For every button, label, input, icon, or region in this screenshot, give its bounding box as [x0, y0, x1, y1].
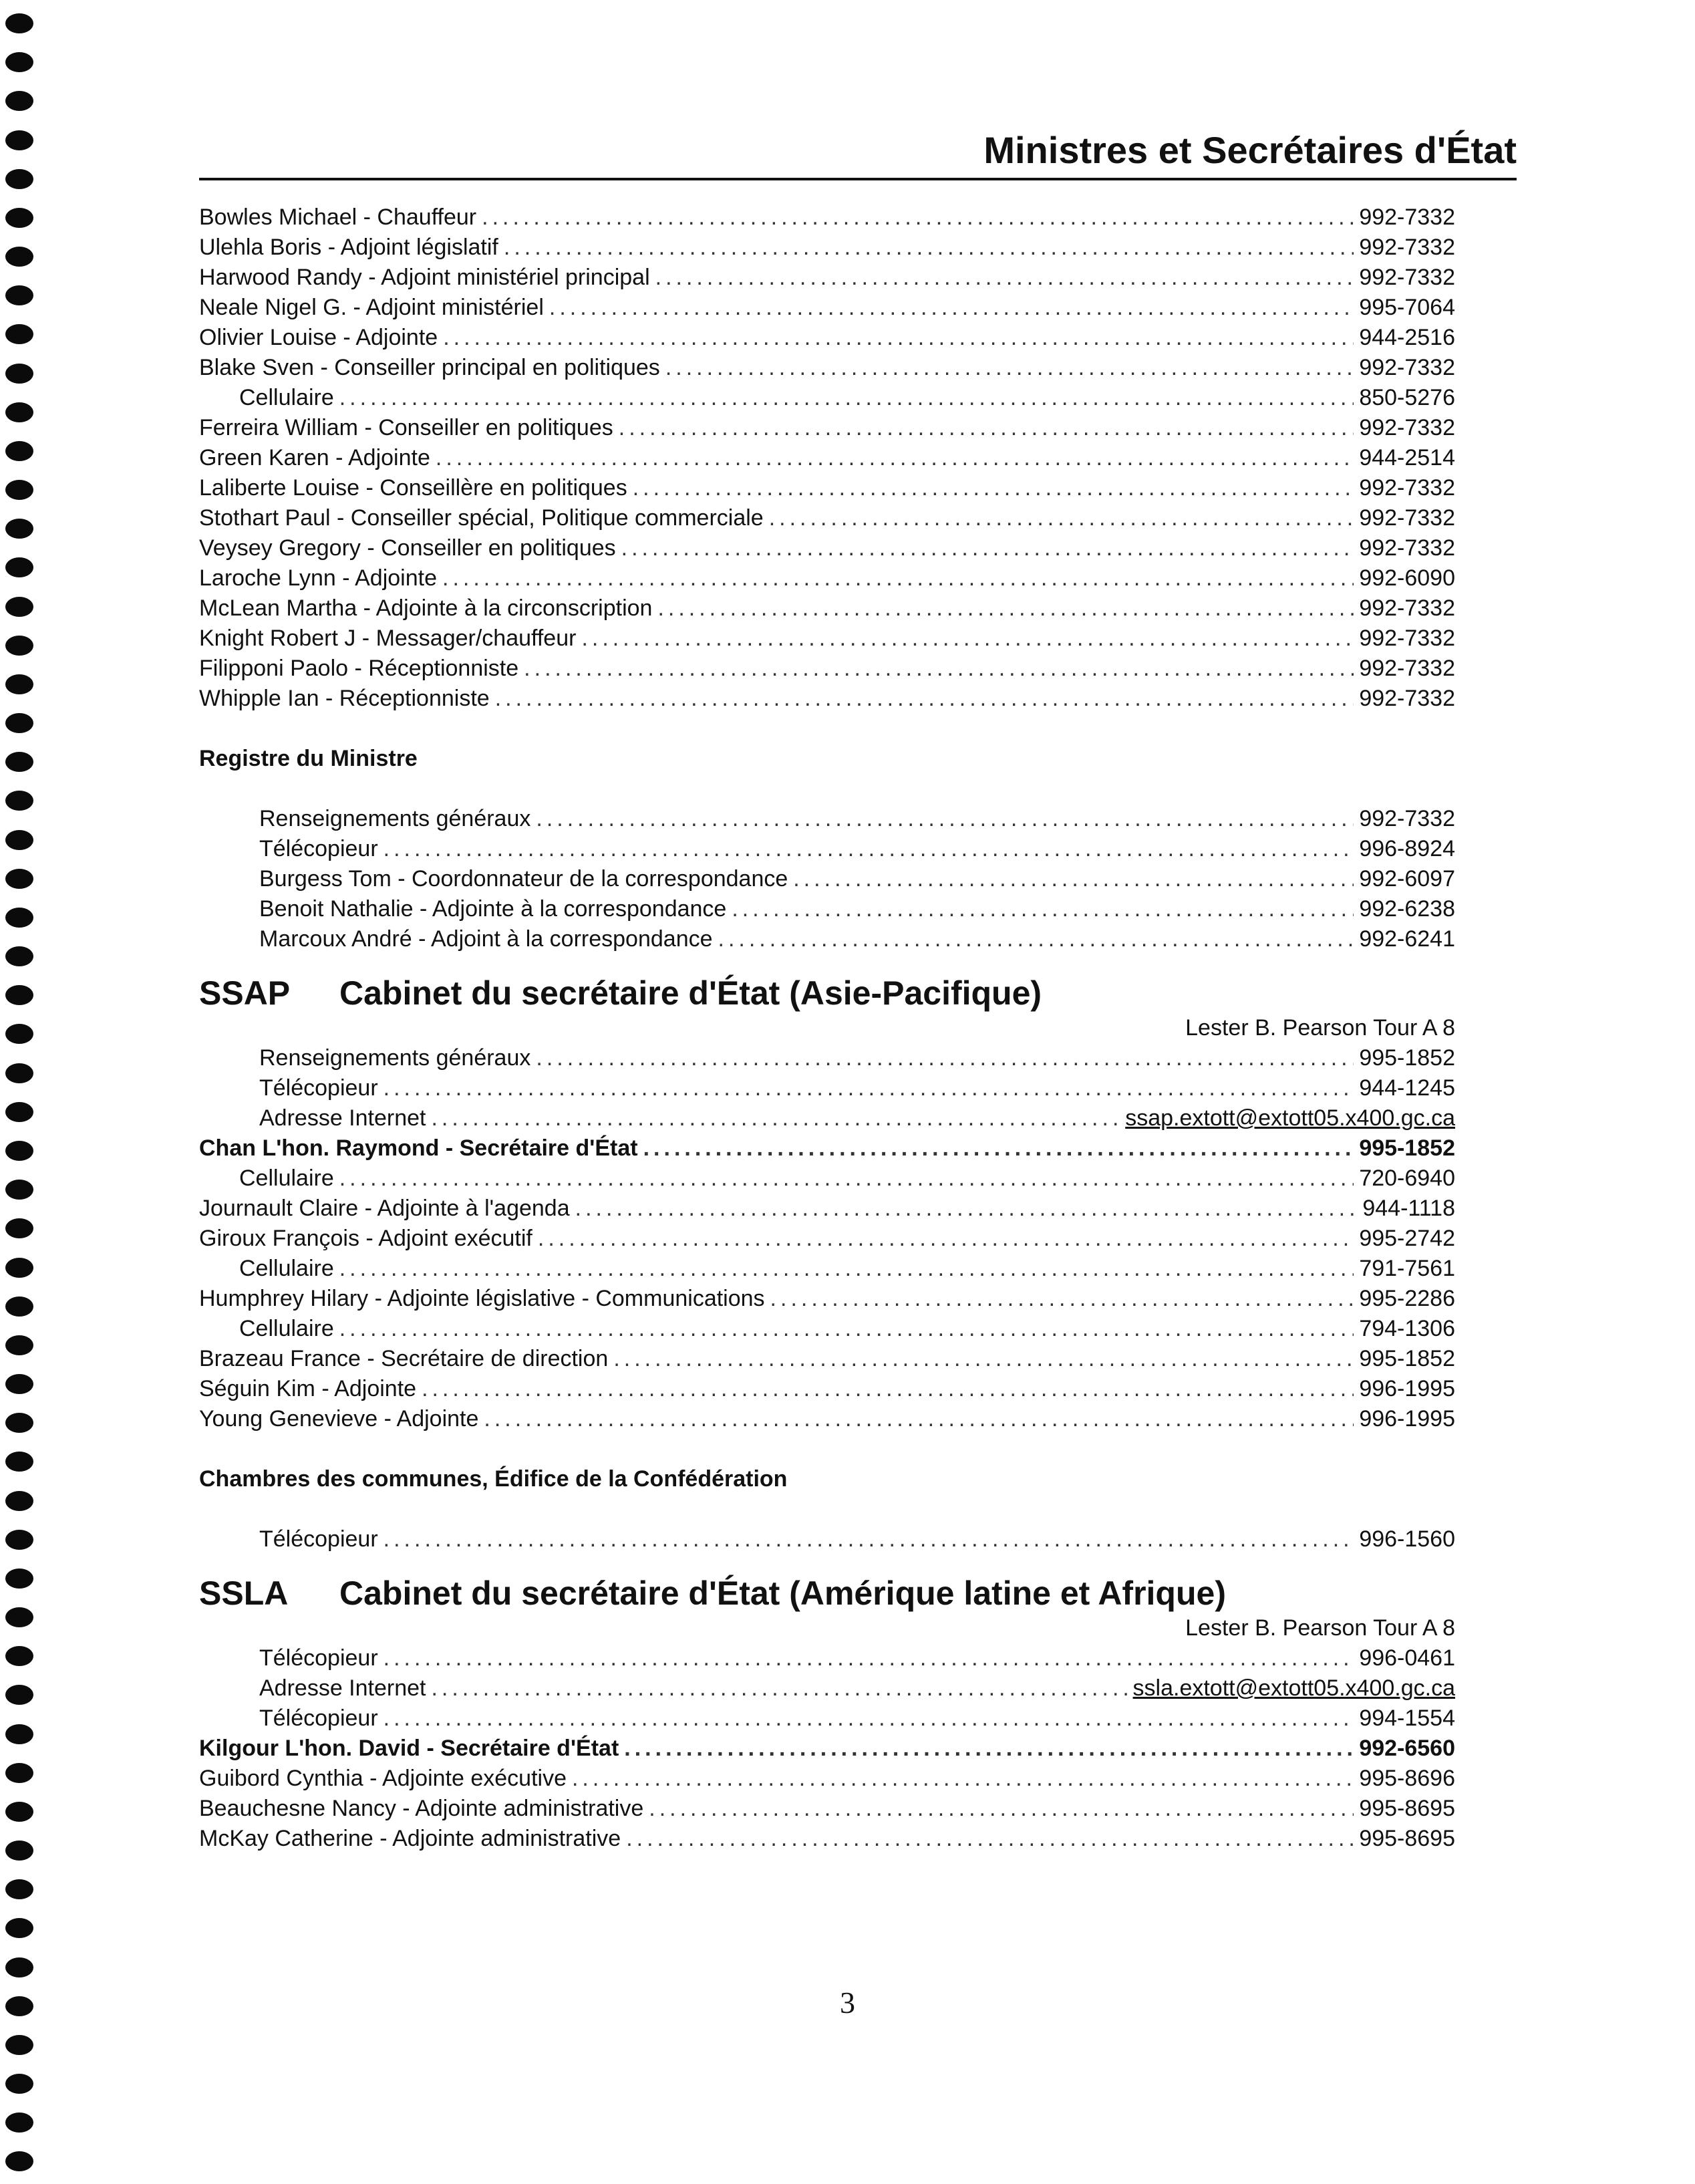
binding-hole: [5, 169, 33, 189]
dot-leader: [383, 1703, 1354, 1734]
binding-hole: [5, 324, 33, 344]
directory-entry: [199, 353, 1455, 383]
entry-phone: 995-8695: [1359, 1796, 1455, 1821]
entry-name: Veysey Gregory - Conseiller en politiques: [199, 535, 616, 561]
binding-hole: [5, 1258, 33, 1278]
entry-name: Adresse Internet: [259, 1105, 426, 1131]
entry-name: Cellulaire: [239, 1256, 334, 1281]
directory-entry: [199, 1374, 1455, 1404]
directory-entry: [199, 624, 1455, 654]
binding-hole: [5, 1102, 33, 1122]
ssap-section-title: [199, 973, 1455, 1013]
email-link[interactable]: ssla.extott@extott05.x400.gc.ca: [1132, 1675, 1455, 1701]
binding-hole: [5, 480, 33, 500]
directory-entry: [199, 1103, 1455, 1133]
directory-entry: [199, 654, 1455, 684]
ssla-section-title: [199, 1573, 1455, 1613]
dot-leader: [549, 293, 1354, 323]
binding-hole: [5, 1840, 33, 1861]
entry-name: Télécopieur: [259, 1526, 378, 1552]
directory-entry: [199, 1764, 1455, 1794]
dot-leader: [619, 413, 1354, 443]
chambres-heading: Chambres des communes, Édifice de la Confédération: [199, 1466, 788, 1492]
binding-hole: [5, 441, 33, 461]
entry-name: Laroche Lynn - Adjointe: [199, 565, 437, 591]
directory-entry: [199, 1524, 1455, 1554]
entry-phone: 720-6940: [1359, 1166, 1455, 1191]
binding-hole: [5, 1452, 33, 1472]
directory-entry: [199, 323, 1455, 353]
binding-hole: [5, 1957, 33, 1977]
binding-hole: [5, 1724, 33, 1744]
directory-entry: [199, 1703, 1455, 1734]
dot-leader: [575, 1194, 1358, 1224]
dot-leader: [657, 593, 1354, 624]
directory-entry: [199, 864, 1455, 894]
entry-phone: 992-6238: [1359, 896, 1455, 922]
binding-hole: [5, 1296, 33, 1317]
entry-phone: 992-7332: [1359, 656, 1455, 681]
directory-entry: [199, 1133, 1455, 1164]
binding-hole: [5, 402, 33, 422]
entry-name: Séguin Kim - Adjointe: [199, 1376, 417, 1401]
dot-leader: [718, 924, 1354, 954]
binding-hole: [5, 2074, 33, 2094]
binding-hole: [5, 830, 33, 850]
binding-hole: [5, 791, 33, 811]
entry-phone: 992-7332: [1359, 686, 1455, 711]
dot-leader: [495, 684, 1354, 714]
dot-leader: [383, 1073, 1354, 1103]
directory-entry: [199, 473, 1455, 503]
binding-hole: [5, 1180, 33, 1200]
directory-entry: [199, 1734, 1455, 1764]
entry-name: Guibord Cynthia - Adjointe exécutive: [199, 1766, 567, 1791]
entry-phone: 996-1995: [1359, 1376, 1455, 1401]
binding-hole: [5, 285, 33, 305]
binding-hole: [5, 752, 33, 772]
binding-hole: [5, 52, 33, 72]
directory-entry: [199, 1794, 1455, 1824]
ssap-title: Cabinet du secrétaire d'État (Asie-Pacifique): [339, 974, 1042, 1012]
binding-hole: [5, 557, 33, 577]
binding-hole: [5, 1763, 33, 1783]
dot-leader: [770, 1284, 1354, 1314]
dot-leader: [793, 864, 1354, 894]
entry-phone: 992-7332: [1359, 535, 1455, 561]
directory-entry: [199, 1164, 1455, 1194]
entry-name: Journault Claire - Adjointe à l'agenda: [199, 1196, 570, 1221]
entry-name: Burgess Tom - Coordonnateur de la correspondance: [259, 866, 788, 892]
binding-hole: [5, 713, 33, 733]
binding-hole: [5, 1646, 33, 1666]
entry-phone: 944-1118: [1362, 1196, 1455, 1221]
entry-phone: 992-7332: [1359, 355, 1455, 380]
directory-entry: [199, 293, 1455, 323]
entry-phone: 996-8924: [1359, 836, 1455, 861]
directory-entry: [199, 1404, 1455, 1434]
entry-name: Knight Robert J - Messager/chauffeur: [199, 626, 577, 651]
binding-hole: [5, 985, 33, 1005]
entry-name: Bowles Michael - Chauffeur: [199, 204, 477, 230]
dot-leader: [769, 503, 1354, 533]
dot-leader: [436, 443, 1354, 473]
entry-name: Filipponi Paolo - Réceptionniste: [199, 656, 519, 681]
entry-phone: 994-1554: [1359, 1705, 1455, 1731]
entry-name: Humphrey Hilary - Adjointe législative - Communications: [199, 1286, 765, 1311]
registre-list: [199, 804, 1455, 954]
dot-leader: [482, 202, 1354, 233]
directory-entry: [199, 1344, 1455, 1374]
directory-entry: [199, 834, 1455, 864]
entry-phone: 992-7332: [1359, 505, 1455, 531]
email-link[interactable]: ssap.extott@extott05.x400.gc.ca: [1125, 1105, 1455, 1131]
directory-content: [199, 202, 1455, 1854]
binding-hole: [5, 1063, 33, 1083]
directory-entry: [199, 443, 1455, 473]
entry-phone: 992-7332: [1359, 265, 1455, 290]
chambres-list: [199, 1524, 1455, 1554]
dot-leader: [339, 1314, 1354, 1344]
dot-leader: [581, 624, 1354, 654]
staff-list: [199, 202, 1455, 714]
entry-phone: 995-1852: [1359, 1346, 1455, 1371]
directory-entry: [199, 684, 1455, 714]
dot-leader: [624, 1734, 1354, 1764]
binding-hole: [5, 130, 33, 150]
dot-leader: [655, 263, 1354, 293]
ssla-title: Cabinet du secrétaire d'État (Amérique latine et Afrique): [339, 1575, 1226, 1612]
ssla-location: Lester B. Pearson Tour A 8: [1185, 1615, 1455, 1641]
entry-phone: 992-7332: [1359, 204, 1455, 230]
binding-hole: [5, 2112, 33, 2133]
directory-entry: [199, 533, 1455, 563]
dot-leader: [383, 1643, 1354, 1673]
entry-name: Whipple Ian - Réceptionniste: [199, 686, 490, 711]
binding-hole: [5, 1568, 33, 1589]
ssla-code: SSLA: [199, 1575, 289, 1612]
entry-phone: 992-7332: [1359, 415, 1455, 440]
entry-name: Chan L'hon. Raymond - Secrétaire d'État: [199, 1135, 638, 1161]
binding-hole: [5, 946, 33, 966]
entry-name: Cellulaire: [239, 1166, 334, 1191]
dot-leader: [732, 894, 1354, 924]
entry-name: Télécopieur: [259, 1645, 378, 1671]
dot-leader: [665, 353, 1354, 383]
page-title: Ministres et Secrétaires d'État: [983, 129, 1517, 171]
dot-leader: [484, 1404, 1354, 1434]
directory-entry: [199, 413, 1455, 443]
binding-hole: [5, 91, 33, 111]
page-number: 3: [840, 1986, 855, 2020]
dot-leader: [422, 1374, 1354, 1404]
entry-phone: 944-1245: [1359, 1075, 1455, 1101]
entry-name: Young Genevieve - Adjointe: [199, 1406, 479, 1431]
entry-name: Marcoux André - Adjoint à la correspondance: [259, 926, 713, 952]
dot-leader: [443, 323, 1354, 353]
entry-phone: 850-5276: [1359, 385, 1455, 410]
entry-phone: 995-2742: [1359, 1226, 1455, 1251]
entry-phone: 944-2516: [1359, 325, 1455, 350]
page-header: [199, 127, 1517, 180]
entry-phone: 995-1852: [1359, 1045, 1455, 1071]
binding-hole: [5, 1685, 33, 1705]
directory-entry: [199, 804, 1455, 834]
dot-leader: [339, 1164, 1354, 1194]
entry-name: Benoit Nathalie - Adjointe à la correspondance: [259, 896, 727, 922]
entry-name: Renseignements généraux: [259, 806, 531, 831]
entry-name: McLean Martha - Adjointe à la circonscription: [199, 595, 653, 621]
entry-phone: 992-7332: [1359, 475, 1455, 501]
ssla-list: [199, 1643, 1455, 1854]
binding-hole: [5, 674, 33, 694]
registre-heading: Registre du Ministre: [199, 746, 418, 771]
entry-name: Green Karen - Adjointe: [199, 445, 430, 470]
entry-name: Beauchesne Nancy - Adjointe administrative: [199, 1796, 644, 1821]
binding-hole: [5, 247, 33, 267]
dot-leader: [431, 1103, 1120, 1133]
entry-phone: 995-1852: [1359, 1135, 1455, 1161]
directory-entry: [199, 1643, 1455, 1673]
ssap-list: [199, 1043, 1455, 1434]
directory-entry: [199, 563, 1455, 593]
entry-name: Kilgour L'hon. David - Secrétaire d'État: [199, 1736, 619, 1761]
entry-name: Giroux François - Adjoint exécutif: [199, 1226, 532, 1251]
dot-leader: [649, 1794, 1354, 1824]
entry-phone: 995-2286: [1359, 1286, 1455, 1311]
binding-hole: [5, 1879, 33, 1899]
binding-hole: [5, 13, 33, 33]
dot-leader: [442, 563, 1354, 593]
entry-name: Télécopieur: [259, 836, 378, 861]
entry-name: Laliberte Louise - Conseillère en politiques: [199, 475, 627, 501]
directory-entry: [199, 1673, 1455, 1703]
entry-phone: 996-0461: [1359, 1645, 1455, 1671]
entry-name: Télécopieur: [259, 1705, 378, 1731]
directory-entry: [199, 1284, 1455, 1314]
binding-hole: [5, 1024, 33, 1044]
entry-phone: 992-7332: [1359, 626, 1455, 651]
binding-hole: [5, 1491, 33, 1511]
entry-name: Brazeau France - Secrétaire de direction: [199, 1346, 609, 1371]
binding-hole: [5, 1335, 33, 1355]
binding-hole: [5, 1530, 33, 1550]
entry-name: Harwood Randy - Adjoint ministériel principal: [199, 265, 650, 290]
directory-entry: [199, 383, 1455, 413]
dot-leader: [383, 834, 1354, 864]
directory-entry: [199, 1073, 1455, 1103]
directory-entry: [199, 894, 1455, 924]
directory-entry: [199, 924, 1455, 954]
binding-hole: [5, 1374, 33, 1394]
binding-hole: [5, 2035, 33, 2055]
entry-name: Ulehla Boris - Adjoint législatif: [199, 235, 498, 260]
entry-phone: 992-7332: [1359, 595, 1455, 621]
entry-name: Olivier Louise - Adjointe: [199, 325, 438, 350]
binding-hole: [5, 597, 33, 617]
binding-hole: [5, 908, 33, 928]
entry-phone: 992-7332: [1359, 806, 1455, 831]
directory-entry: [199, 263, 1455, 293]
entry-phone: 944-2514: [1359, 445, 1455, 470]
directory-entry: [199, 1314, 1455, 1344]
dot-leader: [572, 1764, 1354, 1794]
binding-hole: [5, 1141, 33, 1161]
directory-entry: [199, 593, 1455, 624]
entry-phone: 996-1995: [1359, 1406, 1455, 1431]
entry-phone: 992-6241: [1359, 926, 1455, 952]
binding-hole: [5, 364, 33, 384]
binding-hole: [5, 208, 33, 228]
binding-hole: [5, 1413, 33, 1433]
entry-name: Cellulaire: [239, 1316, 334, 1341]
entry-phone: 791-7561: [1359, 1256, 1455, 1281]
entry-name: Stothart Paul - Conseiller spécial, Politique commerciale: [199, 505, 764, 531]
binding-hole: [5, 636, 33, 656]
entry-phone: 992-6097: [1359, 866, 1455, 892]
binding-hole: [5, 519, 33, 539]
entry-phone: 794-1306: [1359, 1316, 1455, 1341]
binding-hole: [5, 2151, 33, 2171]
entry-phone: 996-1560: [1359, 1526, 1455, 1552]
dot-leader: [431, 1673, 1127, 1703]
entry-name: Cellulaire: [239, 385, 334, 410]
dot-leader: [339, 1254, 1354, 1284]
dot-leader: [621, 533, 1354, 563]
dot-leader: [383, 1524, 1354, 1554]
directory-entry: [199, 233, 1455, 263]
entry-phone: 992-6560: [1359, 1736, 1455, 1761]
dot-leader: [643, 1133, 1354, 1164]
entry-name: McKay Catherine - Adjointe administrative: [199, 1826, 621, 1851]
directory-entry: [199, 1824, 1455, 1854]
binding-hole: [5, 869, 33, 889]
entry-phone: 995-8696: [1359, 1766, 1455, 1791]
entry-name: Blake Sven - Conseiller principal en politiques: [199, 355, 660, 380]
dot-leader: [536, 804, 1354, 834]
dot-leader: [339, 383, 1354, 413]
binding-hole: [5, 1802, 33, 1822]
entry-phone: 995-8695: [1359, 1826, 1455, 1851]
dot-leader: [524, 654, 1354, 684]
binding-holes: [5, 13, 35, 2172]
directory-entry: [199, 1254, 1455, 1284]
dot-leader: [538, 1224, 1354, 1254]
entry-name: Renseignements généraux: [259, 1045, 531, 1071]
directory-entry: [199, 1224, 1455, 1254]
dot-leader: [536, 1043, 1354, 1073]
directory-entry: [199, 1194, 1455, 1224]
dot-leader: [504, 233, 1354, 263]
entry-name: Ferreira William - Conseiller en politiques: [199, 415, 613, 440]
directory-entry: [199, 1043, 1455, 1073]
entry-phone: 992-6090: [1359, 565, 1455, 591]
entry-phone: 992-7332: [1359, 235, 1455, 260]
entry-phone: 995-7064: [1359, 295, 1455, 320]
binding-hole: [5, 1218, 33, 1238]
binding-hole: [5, 1607, 33, 1627]
entry-name: Télécopieur: [259, 1075, 378, 1101]
ssap-code: SSAP: [199, 974, 291, 1012]
ssap-location: Lester B. Pearson Tour A 8: [1185, 1015, 1455, 1041]
binding-hole: [5, 1918, 33, 1938]
directory-entry: [199, 503, 1455, 533]
dot-leader: [626, 1824, 1354, 1854]
dot-leader: [613, 1344, 1354, 1374]
dot-leader: [633, 473, 1354, 503]
entry-name: Neale Nigel G. - Adjoint ministériel: [199, 295, 544, 320]
entry-name: Adresse Internet: [259, 1675, 426, 1701]
directory-entry: [199, 202, 1455, 233]
